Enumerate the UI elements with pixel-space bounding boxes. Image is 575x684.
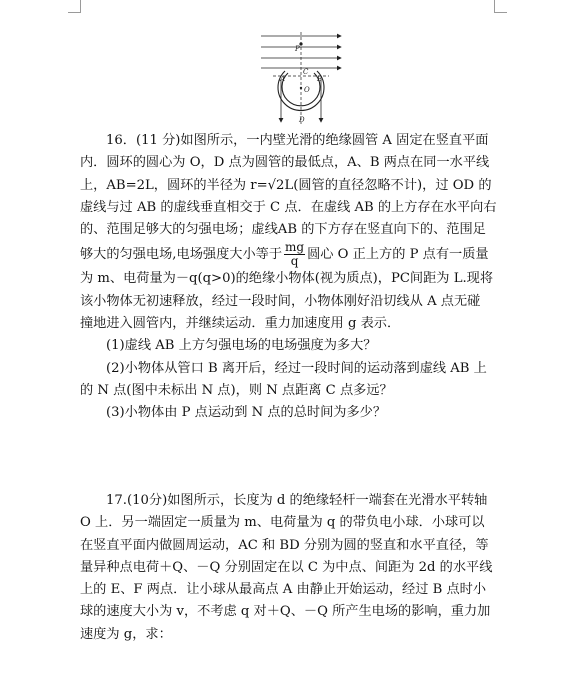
q16-subquestion-1: (1)虚线 AB 上方匀强电场的电场强度为多大？ (106, 338, 377, 354)
q16-line-6-end: 圆心 O 正上方的 P 点有一质量 (307, 247, 489, 263)
q16-line-6-start: 够大的匀强电场,电场强度大小等于 (80, 247, 283, 263)
question-17 (80, 490, 502, 646)
q16-subquestion-2-line-1: (2)小物体从管口 B 离开后，经过一段时间的运动落到虚线 AB 上 (106, 360, 487, 376)
q16-line-2: 内．圆环的圆心为 O，D 点为圆管的最低点，A、B 两点在同一水平线 (80, 155, 490, 171)
q16-line-5: 的、范围足够大的匀强电场；虚线AB 的下方存在竖直向下的、范围足 (80, 222, 486, 238)
q17-line-6: 球的速度大小为 v，不考虑 q 对＋Q、－Q 所产生电场的影响，重力加 (80, 604, 491, 620)
label-d: D (299, 116, 305, 124)
q16-line-1: 16．(11 分)如图所示，一内壁光滑的绝缘圆管 A 固定在竖直平面 (106, 133, 489, 148)
q17-line-1: 17.(10分)如图所示，长度为 d 的绝缘轻杆一端套在光滑水平转轴 (106, 493, 488, 508)
figure-svg (255, 30, 347, 128)
q16-line-3: 上，AB=2L，圆环的半径为 r=√2L(圆管的直径忽略不计)，过 OD 的 (80, 177, 492, 193)
circular-tube-figure (255, 30, 347, 128)
label-c: C (303, 68, 309, 76)
q16-line-6 (80, 241, 502, 268)
label-b: B (317, 75, 323, 83)
question-16 (80, 130, 502, 425)
q17-line-5: 上的 E、F 两点．让小球从最高点 A 由静止开始运动，经过 B 点时小 (80, 582, 487, 598)
fraction-mg-over-q (284, 241, 305, 268)
q17-line-7: 速度为 g，求： (80, 626, 172, 642)
page-corner-mark-right (494, 0, 507, 13)
point-p-dot (299, 42, 302, 45)
q17-line-2: O 上．另一端固定一质量为 m、电荷量为 q 的带负电小球．小球可以 (80, 515, 485, 531)
fraction-numerator: mg (285, 240, 305, 255)
label-p: P (295, 45, 300, 53)
page-corner-mark-left (68, 0, 81, 13)
q16-line-7: 为 m、电荷量为－q(q>0)的绝缘小物体(视为质点)，PC间距为 L.现将 (80, 271, 494, 287)
fraction-denominator: q (290, 254, 299, 269)
q17-line-3: 在竖直平面内做圆周运动，AC 和 BD 分别为圆的竖直和水平直径，等 (80, 537, 489, 553)
q16-line-4: 虚线与过 AB 的虚线垂直相交于 C 点．在虚线 AB 的上方存在水平向右 (80, 199, 497, 215)
q16-subquestion-2-line-2: 的 N 点(图中未标出 N 点)，则 N 点距离 C 点多远？ (80, 382, 393, 398)
label-a: A (280, 75, 286, 83)
q16-line-9: 撞地进入圆管内，并继续运动．重力加速度用 g 表示． (80, 316, 401, 332)
label-o: O (304, 86, 310, 94)
q17-line-4: 量异种点电荷＋Q、－Q 分别固定在以 C 为中点、间距为 2d 的水平线 (80, 559, 493, 575)
center-o-dot (300, 87, 302, 89)
q16-line-8: 该小物体无初速释放，经过一段时间，小物体刚好沿切线从 A 点无碰 (80, 293, 481, 309)
q16-subquestion-3: (3)小物体由 P 点运动到 N 点的总时间为多少？ (106, 405, 387, 421)
